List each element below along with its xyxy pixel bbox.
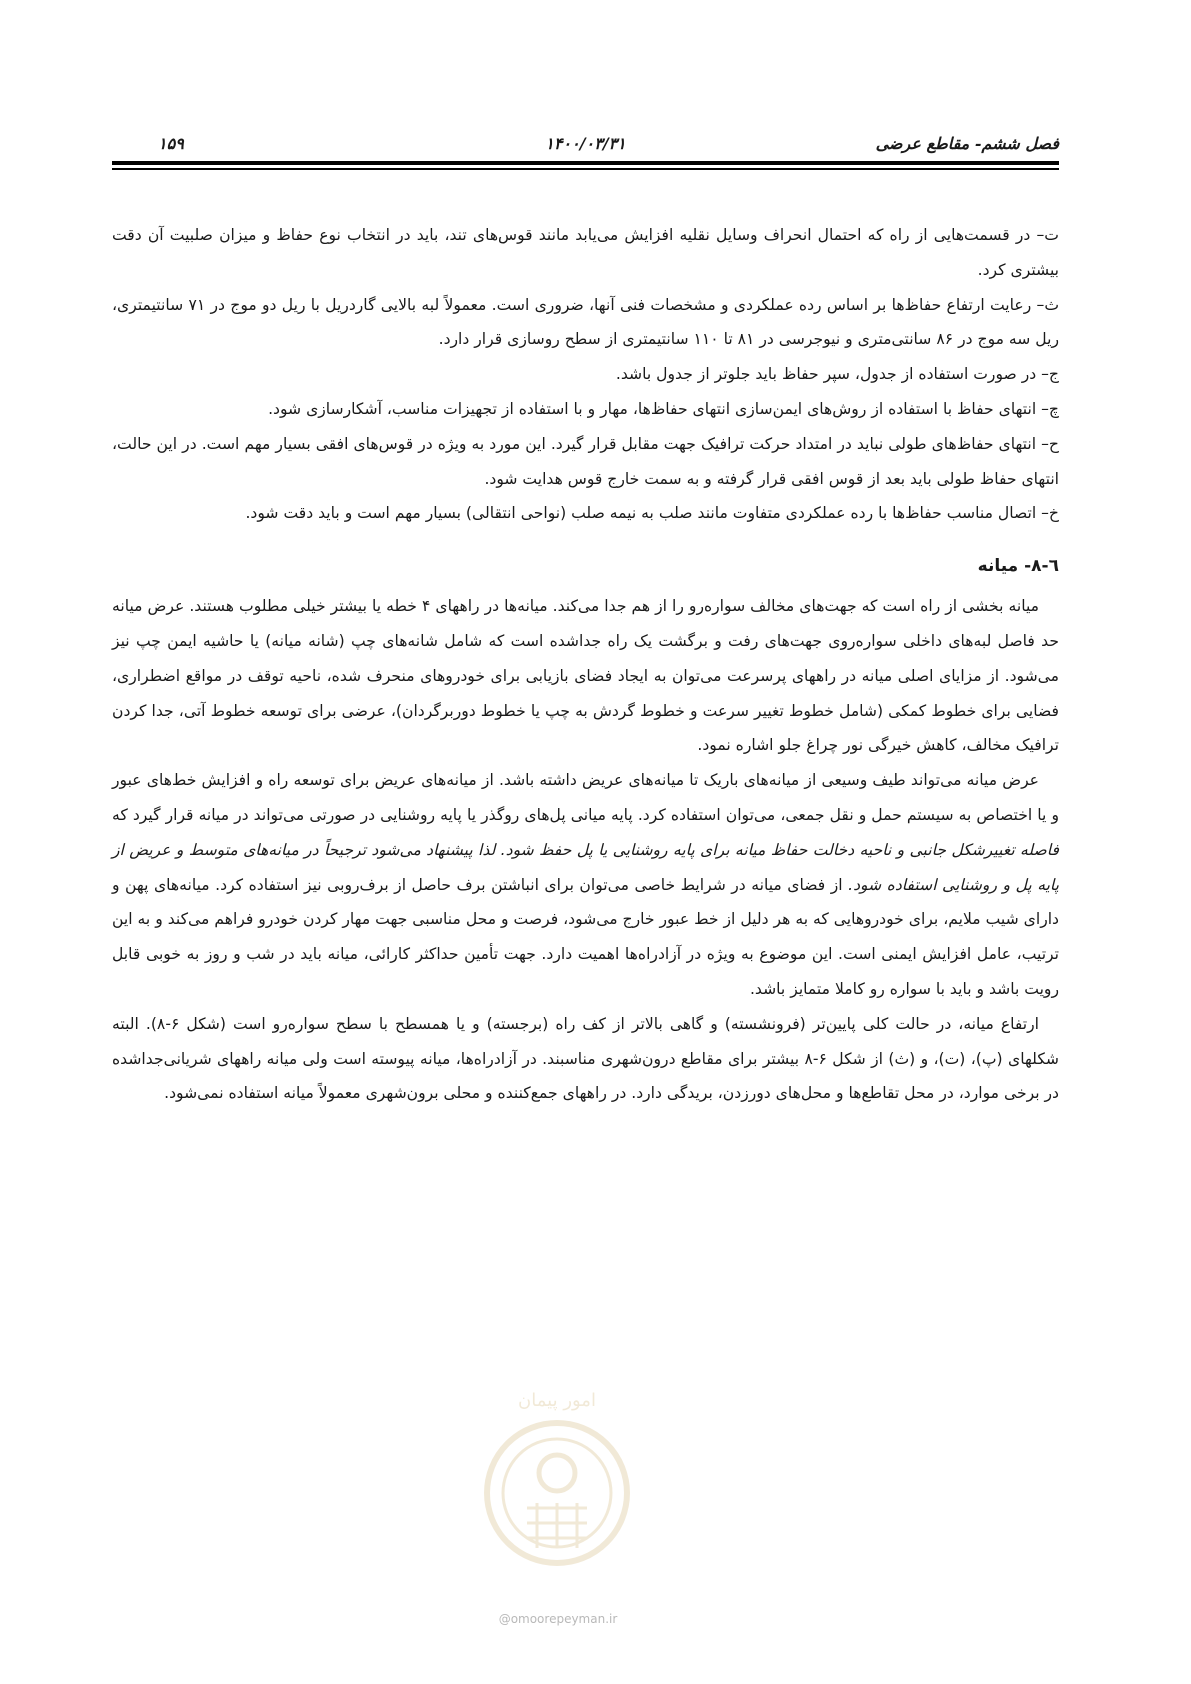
running-header	[112, 126, 1059, 156]
list-item-se: ث– رعایت ارتفاع حفاظ‌ها بر اساس رده عملکردی و مشخصات فنی آنها، ضروری است. معمولاً لبه بالایی گاردریل با ریل دو موج در ۷۱ سانتیمتری، ریل سه موج در ۸۶ سانتی‌متری و نیوجرسی در ۸۱ تا ۱۱۰ سانتیمتری از سطح روسازی قرار دارد.	[112, 295, 1060, 349]
paragraph-median-definition: میانه بخشی از راه است که جهت‌های مخالف سواره‌رو را از هم جدا می‌کند. میانه‌ها در راههای ۴ خطه یا بیشتر خیلی مطلوب هستند. عرض میانه حد فاصل لبه‌های داخلی سواره‌روی جهت‌های رفت و برگشت یک راه جداشده است که شامل شانه‌های چپ (شانه میانه) یا حاشیه ایمن چپ نیز می‌شود. از مزایای اصلی میانه در راههای پرسرعت می‌توان به ایجاد فضای بازیابی برای خودروهای منحرف شده، ناحیه توقف در مواقع اضطراری، فضایی برای خطوط کمکی (شامل خطوط تغییر سرعت و خطوط گردش به چپ یا خطوط دوربرگردان)، عرضی برای توسعه خطوط آتی، جدا کردن ترافیک مخالف، کاهش خیرگی نور چراغ جلو اشاره نمود.	[112, 597, 1059, 755]
header-rule-thick	[112, 161, 1059, 165]
paragraph-median-width-part1: عرض میانه می‌تواند طیف وسیعی از میانه‌های باریک تا میانه‌های عریض داشته باشد. از میانه‌های عریض برای توسعه راه و افزایش خط‌های عبور و یا اختصاص به سیستم حمل و نقل جمعی، می‌توان استفاده کرد. پایه میانی پل‌های روگذر یا پایه روشنایی در صورتی می‌تواند در میانه قرار گیرد که	[112, 771, 1059, 824]
list-item-khe: خ– اتصال مناسب حفاظ‌ها با رده عملکردی متفاوت مانند صلب به نیمه صلب (نواحی انتقالی) بسیار مهم است و باید دقت شود.	[245, 504, 1059, 523]
body-text	[112, 218, 1059, 1111]
paragraph-median-width-italic: فاصله تغییرشکل جانبی و ناحیه دخالت حفاظ میانه برای پایه روشنایی یا پل حفظ شود. لذا پیشنهاد می‌شود ترجیحاً در میانه‌های متوسط و عریض از پایه پل و روشنایی استفاده شود.	[112, 840, 1059, 894]
list-item-te: ت– در قسمت‌هایی از راه که احتمال انحراف وسایل نقلیه افزایش می‌یابد مانند قوس‌های تند، باید در انتخاب نوع حفاظ و میزان صلبیت آن دقت بیشتری کرد.	[112, 226, 1059, 279]
list-item-he: ح– انتهای حفاظ‌های طولی نباید در امتداد حرکت ترافیک جهت مقابل قرار گیرد. این مورد به ویژه در قوس‌های افقی بسیار مهم است. در این حالت، انتهای حفاظ طولی باید بعد از قوس افقی قرار گرفته و به سمت خارج قوس هدایت شود.	[112, 434, 1059, 488]
list-item-jim: ج– در صورت استفاده از جدول، سپر حفاظ باید جلوتر از جدول باشد.	[615, 365, 1059, 384]
publisher-seal-icon	[482, 1378, 632, 1608]
paragraph-median-width	[112, 763, 1059, 1007]
paragraph-median-height: ارتفاع میانه، در حالت کلی پایین‌تر (فرونشسته) و گاهی بالاتر از کف راه (برجسته) و یا همسطح با سطح سواره‌رو است (شکل ۶-۸). البته شکلهای (پ)، (ت)، و (ث) از شکل ۶-۸ بیشتر برای مقاطع درون‌شهری مناسبند. در آزادراه‌ها، میانه پیوسته است ولی میانه راههای شریانی‌جداشده در برخی موارد، در محل تقاطع‌ها و محل‌های دورزدن، بریدگی دارد. در راههای جمع‌کننده و محلی برون‌شهری معمولاً میانه استفاده نمی‌شود.	[112, 1014, 1059, 1103]
chapter-title: فصل ششم- مقاطع عرضی	[875, 134, 1059, 153]
section-heading: ٦-٨- میانه	[977, 556, 1059, 577]
header-date: ۱۴۰۰/۰۳/۳۱	[545, 134, 626, 153]
watermark-url: @omoorepeyman.ir	[498, 1612, 618, 1626]
paragraph-median-width-part2: از فضای میانه در شرایط خاصی می‌توان برای انباشتن برف حاصل از برف‌روبی نیز استفاده کرد. میانه‌های پهن و دارای شیب ملایم، برای خودروهایی که به هر دلیل از خط عبور خارج می‌شود، فرصت و محل مناسبی جهت مهار کردن خودرو فراهم می‌کند و به این ترتیب، عامل افزایش ایمنی است. این موضوع به ویژه در آزادراه‌ها اهمیت دارد. جهت تأمین حداکثر کارائی، میانه باید در شب و روز به خوبی قابل رویت باشد و باید با سواره رو کاملا متمایز باشد.	[112, 875, 1059, 998]
watermark-logo-text: امور پیمان	[518, 1390, 596, 1411]
list-item-che: چ– انتهای حفاظ با استفاده از روش‌های ایمن‌سازی انتهای حفاظ‌ها، مهار و با استفاده از تجهیزات مناسب، آشکارسازی شود.	[268, 399, 1059, 418]
page-number: ۱۵۹	[158, 134, 184, 153]
header-rule-thin	[112, 168, 1059, 170]
